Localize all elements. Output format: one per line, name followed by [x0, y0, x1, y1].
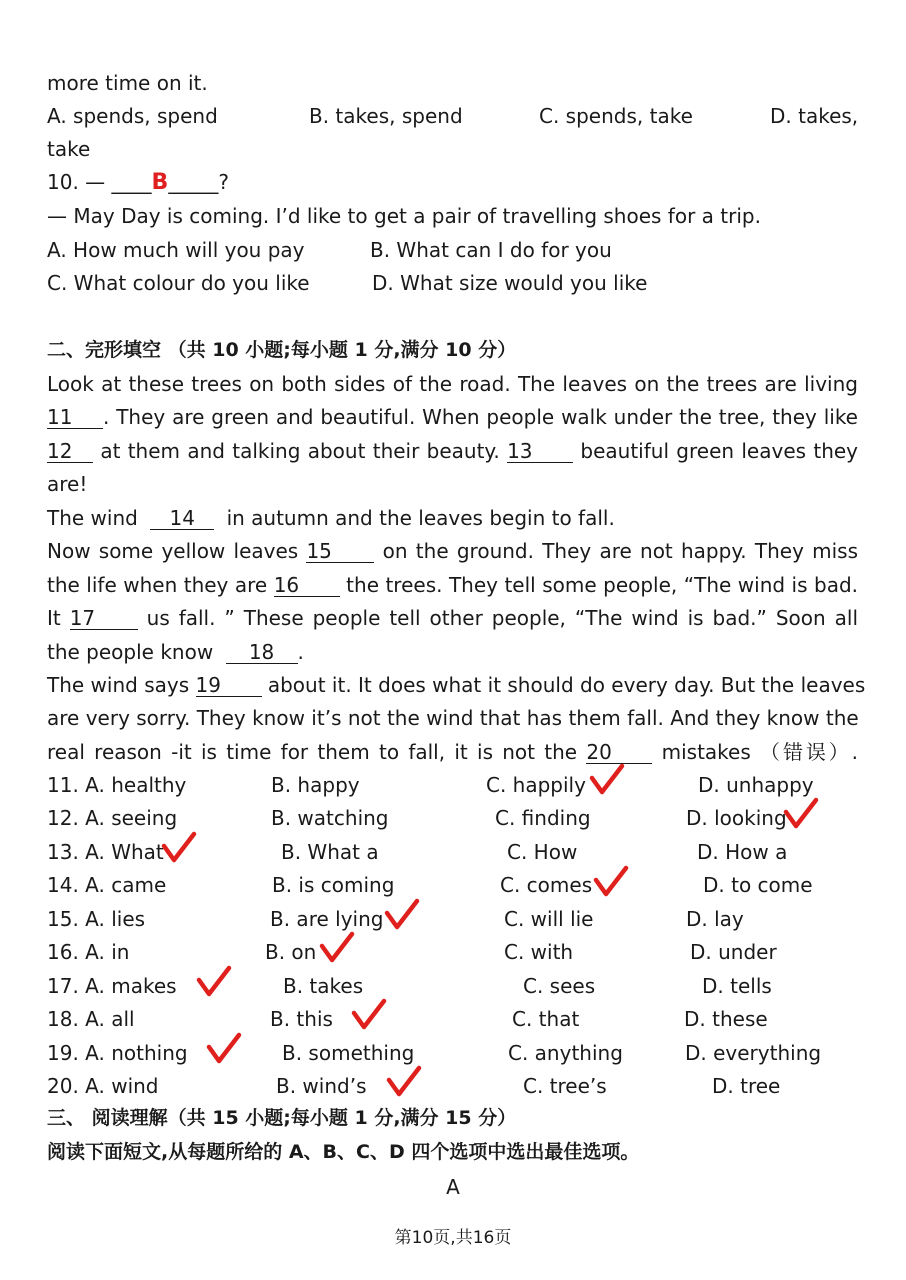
passage-text: mistakes （错误）.	[661, 740, 859, 764]
checkmark-icon	[588, 762, 628, 798]
q10-question	[47, 167, 858, 198]
passage-line-11: are very sorry. They know it’s not the wind that has them fall. And they know the	[47, 706, 859, 730]
section3-instruction: 阅读下面短文,从每题所给的 A、B、C、D 四个选项中选出最佳选项。	[47, 1141, 640, 1163]
blank-16: 16	[274, 574, 340, 597]
choice-17-c: C. sees	[523, 974, 596, 998]
q10-dialog: — May Day is coming. I’d like to get a pair of travelling shoes for a trip.	[47, 204, 761, 228]
choice-11-b: B. happy	[271, 773, 360, 797]
choice-17-d: D. tells	[702, 974, 772, 998]
choice-20-a: 20. A. wind	[47, 1074, 159, 1098]
passage-text: beautiful green leaves they	[580, 439, 859, 463]
section3-heading: 三、 阅读理解（共 15 小题;每小题 1 分,满分 15 分）	[47, 1107, 517, 1129]
blank-18: 18	[226, 641, 298, 664]
blank-19: 19	[196, 674, 262, 697]
page-footer: 第10页,共16页	[394, 1228, 512, 1248]
choice-19-b: B. something	[282, 1041, 415, 1065]
checkmark-icon	[318, 930, 358, 966]
choice-14-d: D. to come	[703, 873, 813, 897]
passage-line-8	[47, 603, 858, 633]
choice-18-a: 18. A. all	[47, 1007, 135, 1031]
choice-16-a: 16. A. in	[47, 940, 130, 964]
q10-number: 10. —	[47, 170, 106, 194]
passage-text: at them and talking about their beauty.	[100, 439, 500, 463]
choice-18-d: D. these	[684, 1007, 768, 1031]
choice-13-d: D. How a	[697, 840, 788, 864]
blank-13: 13	[507, 440, 573, 463]
passage-text: . They are green and beautiful. When people walk under the tree, they like	[103, 405, 858, 429]
choice-12-a: 12. A. seeing	[47, 806, 178, 830]
choice-13-a: 13. A. What	[47, 840, 164, 864]
q10-option-d: D. What size would you like	[372, 271, 648, 295]
choice-11-a: 11. A. healthy	[47, 773, 187, 797]
passage-line-5	[47, 503, 858, 533]
q10-option-b: B. What can I do for you	[370, 238, 612, 262]
choice-14-a: 14. A. came	[47, 873, 167, 897]
q10-blank-post: _____	[168, 170, 219, 194]
q10-handwritten-answer: B	[151, 170, 169, 195]
section2-heading: 二、完形填空 （共 10 小题;每小题 1 分,满分 10 分）	[47, 339, 517, 361]
checkmark-icon	[195, 964, 235, 1000]
choice-15-d: D. lay	[686, 907, 744, 931]
choice-16-b: B. on	[265, 940, 317, 964]
checkmark-icon	[592, 864, 632, 900]
passage-text: us fall. ” These people tell other people, “The wind is bad.” Soon all	[146, 606, 858, 630]
passage-line-12	[47, 737, 858, 767]
choice-14-c: C. comes	[500, 873, 593, 897]
choice-20-c: C. tree’s	[523, 1074, 607, 1098]
q10-suffix: ?	[218, 170, 229, 194]
passage-line-1: Look at these trees on both sides of the road. The leaves on the trees are living	[47, 372, 858, 396]
q10-blank-pre: ____	[111, 170, 152, 194]
passage-text: on the ground. They are not happy. They miss	[382, 539, 859, 563]
q9-option-c: C. spends, take	[539, 104, 693, 128]
choice-20-b: B. wind’s	[276, 1074, 367, 1098]
passage-text: about it. It does what it should do every day. But the leaves	[267, 673, 866, 697]
choice-12-b: B. watching	[271, 806, 389, 830]
q10-option-a: A. How much will you pay	[47, 238, 305, 262]
choice-11-d: D. unhappy	[698, 773, 814, 797]
passage-line-4: are!	[47, 472, 88, 496]
checkmark-icon	[782, 796, 822, 832]
checkmark-icon	[350, 997, 390, 1033]
choice-18-b: B. this	[270, 1007, 333, 1031]
choice-16-c: C. with	[504, 940, 574, 964]
checkmark-icon	[160, 830, 200, 866]
passage-text: .	[297, 640, 304, 664]
choice-18-c: C. that	[512, 1007, 580, 1031]
choice-13-b: B. What a	[281, 840, 379, 864]
passage-text: real reason -it is time for them to fall, it is not the	[47, 740, 578, 764]
blank-17: 17	[70, 607, 138, 630]
q9-option-d-wrap: take	[47, 137, 91, 161]
q9-option-d: D. takes,	[770, 104, 859, 128]
choice-17-b: B. takes	[283, 974, 364, 998]
checkmark-icon	[383, 897, 423, 933]
passage-text: in autumn and the leaves begin to fall.	[226, 506, 615, 530]
choice-19-a: 19. A. nothing	[47, 1041, 188, 1065]
passage-label: A	[446, 1175, 460, 1199]
checkmark-icon	[385, 1064, 425, 1100]
choice-14-b: B. is coming	[272, 873, 395, 897]
q10-option-c: C. What colour do you like	[47, 271, 310, 295]
choice-12-c: C. finding	[495, 806, 591, 830]
blank-14: 14	[150, 507, 214, 530]
choice-12-d: D. looking	[686, 806, 787, 830]
choice-19-c: C. anything	[508, 1041, 623, 1065]
passage-text: the life when they are	[47, 573, 268, 597]
passage-line-2	[47, 402, 858, 432]
choice-15-a: 15. A. lies	[47, 907, 146, 931]
passage-line-6	[47, 536, 858, 566]
blank-20: 20	[586, 741, 652, 764]
choice-16-d: D. under	[690, 940, 777, 964]
q9-option-b: B. takes, spend	[309, 104, 463, 128]
passage-text: the people know	[47, 640, 214, 664]
blank-12: 12	[47, 440, 93, 463]
passage-line-9	[47, 637, 858, 667]
q9-option-a: A. spends, spend	[47, 104, 218, 128]
choice-17-a: 17. A. makes	[47, 974, 177, 998]
passage-text: the trees. They tell some people, “The wind is bad.	[346, 573, 859, 597]
blank-15: 15	[306, 540, 374, 563]
choice-20-d: D. tree	[712, 1074, 781, 1098]
passage-line-10	[47, 670, 866, 700]
passage-text: The wind	[47, 506, 138, 530]
choice-15-b: B. are lying	[270, 907, 384, 931]
passage-text: The wind says	[47, 673, 190, 697]
passage-text: Now some yellow leaves	[47, 539, 299, 563]
passage-line-3	[47, 436, 858, 466]
passage-text: It	[47, 606, 61, 630]
checkmark-icon	[205, 1031, 245, 1067]
blank-11: 11	[47, 406, 103, 429]
choice-11-c: C. happily	[486, 773, 586, 797]
passage-line-7	[47, 570, 858, 600]
q9-tail: more time on it.	[47, 71, 208, 95]
choice-19-d: D. everything	[685, 1041, 822, 1065]
choice-13-c: C. How	[507, 840, 578, 864]
choice-15-c: C. will lie	[504, 907, 594, 931]
